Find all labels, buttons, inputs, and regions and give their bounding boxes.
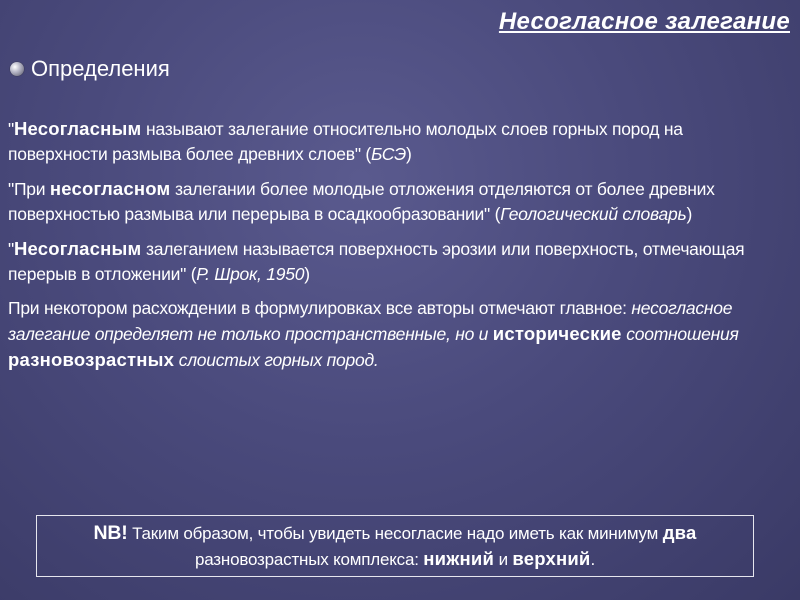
conclusion-italic-2: соотношения <box>621 324 739 344</box>
definition-3-source: Р. Шрок, 1950 <box>196 264 305 284</box>
definitions-heading-label: Определения <box>31 56 170 81</box>
definition-2-source: Геологический словарь <box>500 204 687 224</box>
definition-2-quote: "При <box>8 179 50 199</box>
nb-text-1: Таким образом, чтобы увидеть несогласие надо иметь как минимум <box>127 524 663 543</box>
slide-content <box>8 116 774 382</box>
nb-end: . <box>590 550 596 569</box>
definition-3-text: залеганием называется поверхность эрозии или поверхность, отмечающая перерыв в отложении" ( <box>8 239 745 284</box>
definition-3 <box>8 236 774 287</box>
definition-3-term: Несогласным <box>13 238 142 259</box>
definition-1-close: ) <box>406 144 412 164</box>
definition-1-quote: " <box>8 119 14 139</box>
conclusion-bold-different-age: разновозрастных <box>8 349 175 370</box>
definition-1-source: БСЭ <box>370 144 407 164</box>
nb-bold-two: два <box>662 522 697 543</box>
definition-1-text: называют залегание относительно молодых слоев горных пород на поверхности размыва более древних слоев" ( <box>8 119 683 164</box>
definition-1 <box>8 116 774 167</box>
nb-text-2: разновозрастных комплекса: <box>194 550 424 569</box>
conclusion-italic-1: несогласное залегание определяет не только пространственные, но и <box>8 298 733 344</box>
nb-bold-lower: нижний <box>423 548 495 569</box>
definition-2-term: несогласном <box>49 178 171 199</box>
conclusion-intro: При некотором расхождении в формулировках все авторы отмечают главное: <box>8 298 632 318</box>
definition-2-close: ) <box>686 204 693 224</box>
definition-3-quote: " <box>8 239 14 259</box>
conclusion-bold-historical: исторические <box>492 323 622 344</box>
definition-3-close: ) <box>304 264 310 284</box>
conclusion-italic-3: слоистых горных пород. <box>174 350 379 370</box>
sphere-bullet-icon <box>10 62 24 76</box>
nb-label: NB! <box>93 522 128 544</box>
definitions-heading <box>10 56 170 82</box>
nb-and: и <box>494 550 513 569</box>
definition-2-text: залегании более молодые отложения отделяются от более древних поверхностью размыва или перерыва в осадкообразовании" ( <box>8 179 715 224</box>
definition-1-term: Несогласным <box>13 118 142 139</box>
nb-bold-upper: верхний <box>512 548 591 569</box>
conclusion-paragraph <box>8 296 774 373</box>
nb-note-box <box>36 515 754 577</box>
definition-2 <box>8 176 774 227</box>
slide-title: Несогласное залегание <box>498 8 790 35</box>
